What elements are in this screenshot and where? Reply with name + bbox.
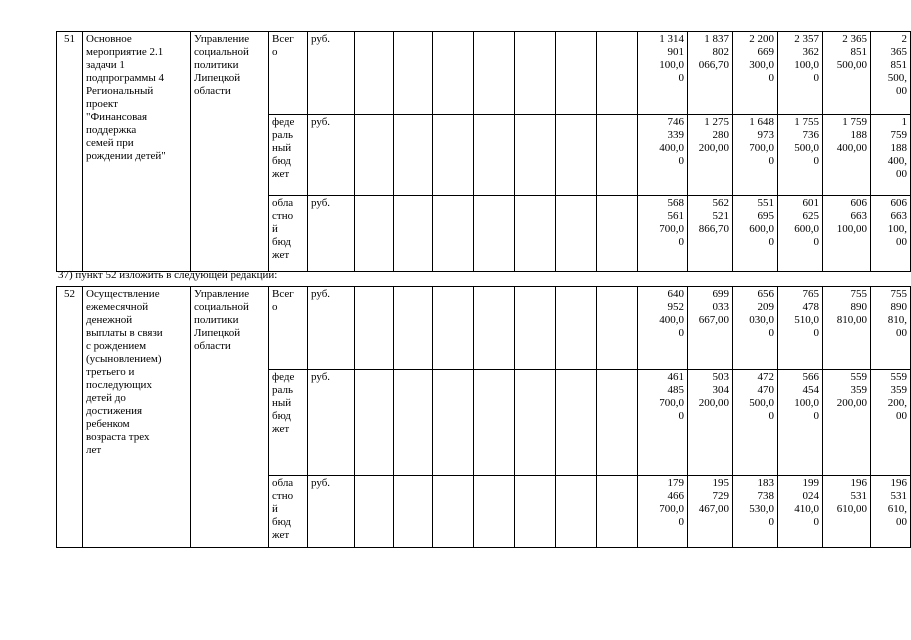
amount-cell: 559 359 200,00 (823, 370, 871, 476)
budget-table-52 (56, 286, 911, 548)
empty-cell (433, 32, 474, 115)
funding-source: феде раль ный бюд жет (269, 370, 308, 476)
amount-cell: 559 359 200, 00 (871, 370, 911, 476)
empty-cell (433, 196, 474, 272)
empty-cell (556, 287, 597, 370)
budget-table-51 (56, 31, 911, 272)
amount-cell: 765 478 510,0 0 (778, 287, 823, 370)
empty-cell (474, 476, 515, 548)
amount-cell: 640 952 400,0 0 (638, 287, 688, 370)
amount-cell: 1 759 188 400,00 (823, 115, 871, 196)
funding-source: обла стно й бюд жет (269, 476, 308, 548)
empty-cell (394, 196, 433, 272)
amount-cell: 656 209 030,0 0 (733, 287, 778, 370)
empty-cell (515, 32, 556, 115)
amount-cell: 183 738 530,0 0 (733, 476, 778, 548)
empty-cell (515, 196, 556, 272)
empty-cell (597, 370, 638, 476)
empty-cell (556, 196, 597, 272)
empty-cell (515, 287, 556, 370)
amount-cell: 199 024 410,0 0 (778, 476, 823, 548)
empty-cell (474, 196, 515, 272)
empty-cell (597, 115, 638, 196)
empty-cell (394, 370, 433, 476)
unit-cell: руб. (308, 476, 355, 548)
amount-cell: 1 648 973 700,0 0 (733, 115, 778, 196)
amount-cell: 2 365 851 500,00 (823, 32, 871, 115)
table-row (57, 287, 911, 370)
empty-cell (394, 115, 433, 196)
responsible-org: Управление социальной политики Липецкой области (191, 32, 269, 272)
amount-cell: 2 365 851 500, 00 (871, 32, 911, 115)
unit-cell: руб. (308, 32, 355, 115)
empty-cell (556, 370, 597, 476)
empty-cell (433, 115, 474, 196)
amount-cell: 179 466 700,0 0 (638, 476, 688, 548)
responsible-org: Управление социальной политики Липецкой области (191, 287, 269, 548)
amount-cell: 1 837 802 066,70 (688, 32, 733, 115)
unit-cell: руб. (308, 196, 355, 272)
amount-cell: 472 470 500,0 0 (733, 370, 778, 476)
amount-cell: 601 625 600,0 0 (778, 196, 823, 272)
empty-cell (556, 115, 597, 196)
empty-cell (597, 32, 638, 115)
amount-cell: 1 755 736 500,0 0 (778, 115, 823, 196)
amount-cell: 1 314 901 100,0 0 (638, 32, 688, 115)
amount-cell: 2 200 669 300,0 0 (733, 32, 778, 115)
empty-cell (355, 32, 394, 115)
empty-cell (433, 476, 474, 548)
amount-cell: 2 357 362 100,0 0 (778, 32, 823, 115)
empty-cell (355, 115, 394, 196)
unit-cell: руб. (308, 287, 355, 370)
funding-source: Всег о (269, 287, 308, 370)
empty-cell (394, 32, 433, 115)
amount-cell: 503 304 200,00 (688, 370, 733, 476)
empty-cell (556, 32, 597, 115)
amount-cell: 1 759 188 400, 00 (871, 115, 911, 196)
empty-cell (597, 287, 638, 370)
amount-cell: 606 663 100,00 (823, 196, 871, 272)
amount-cell: 566 454 100,0 0 (778, 370, 823, 476)
amount-cell: 461 485 700,0 0 (638, 370, 688, 476)
empty-cell (355, 287, 394, 370)
item-number: 51 (57, 32, 83, 272)
amount-cell: 1 275 280 200,00 (688, 115, 733, 196)
amount-cell: 551 695 600,0 0 (733, 196, 778, 272)
empty-cell (474, 370, 515, 476)
table-row (57, 32, 911, 115)
amendment-note: 37) пункт 52 изложить в следующей редакции: (58, 269, 278, 281)
item-number: 52 (57, 287, 83, 548)
empty-cell (355, 196, 394, 272)
empty-cell (474, 115, 515, 196)
amount-cell: 568 561 700,0 0 (638, 196, 688, 272)
unit-cell: руб. (308, 115, 355, 196)
amount-cell: 699 033 667,00 (688, 287, 733, 370)
amount-cell: 755 890 810, 00 (871, 287, 911, 370)
amount-cell: 755 890 810,00 (823, 287, 871, 370)
empty-cell (394, 287, 433, 370)
empty-cell (556, 476, 597, 548)
empty-cell (515, 476, 556, 548)
empty-cell (474, 32, 515, 115)
empty-cell (433, 287, 474, 370)
empty-cell (355, 476, 394, 548)
amount-cell: 746 339 400,0 0 (638, 115, 688, 196)
amount-cell: 196 531 610,00 (823, 476, 871, 548)
unit-cell: руб. (308, 370, 355, 476)
empty-cell (597, 196, 638, 272)
amount-cell: 196 531 610, 00 (871, 476, 911, 548)
funding-source: Всег о (269, 32, 308, 115)
amount-cell: 195 729 467,00 (688, 476, 733, 548)
amount-cell: 562 521 866,70 (688, 196, 733, 272)
empty-cell (597, 476, 638, 548)
empty-cell (515, 115, 556, 196)
funding-source: обла стно й бюд жет (269, 196, 308, 272)
item-name: Осуществление ежемесячной денежной выплаты в связи с рождением (усыновлением) третьего и последующих детей до достижения ребенком возраста трех лет (83, 287, 191, 548)
empty-cell (394, 476, 433, 548)
empty-cell (515, 370, 556, 476)
empty-cell (355, 370, 394, 476)
item-name: Основное мероприятие 2.1 задачи 1 подпрограммы 4 Региональный проект "Финансовая поддержка семей при рождении детей" (83, 32, 191, 272)
amount-cell: 606 663 100, 00 (871, 196, 911, 272)
empty-cell (433, 370, 474, 476)
empty-cell (474, 287, 515, 370)
funding-source: феде раль ный бюд жет (269, 115, 308, 196)
